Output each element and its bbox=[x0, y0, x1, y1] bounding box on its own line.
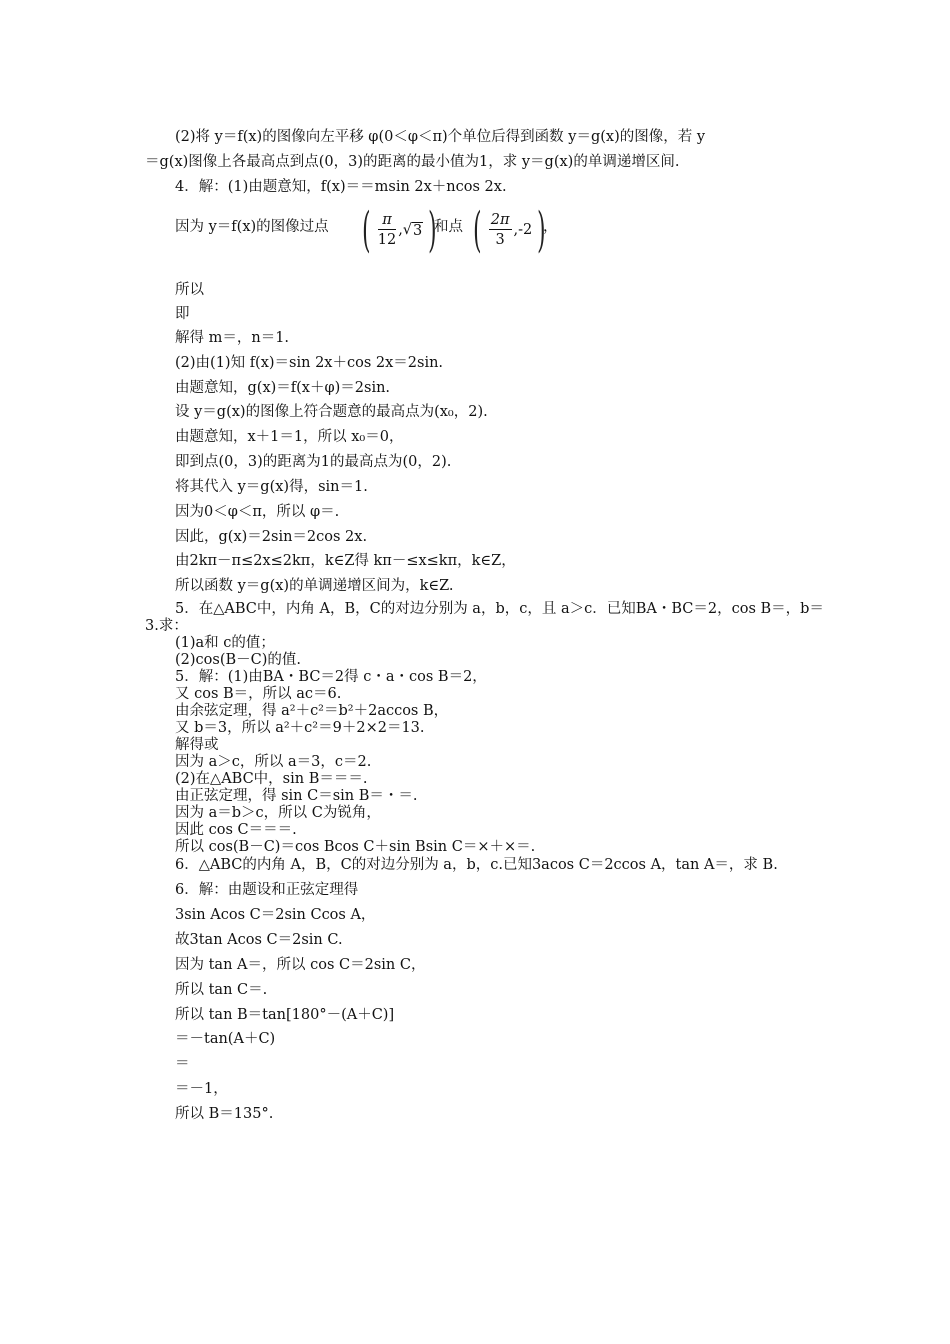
text-line: 因为 a＞c，所以 a＝3，c＝2. bbox=[175, 754, 372, 770]
text-line: 由余弦定理，得 a²＋c²＝b²＋2accos B， bbox=[175, 703, 449, 719]
text-line: (2)在△ABC中，sin B＝＝＝. bbox=[175, 771, 368, 787]
text-line: 设 y＝g(x)的图像上符合题意的最高点为(x₀，2). bbox=[175, 404, 488, 420]
text-line: 故3tan Acos C＝2sin C. bbox=[175, 932, 343, 948]
text-line: 又 b＝3，所以 a²＋c²＝9＋2×2＝13. bbox=[175, 720, 425, 736]
text-line: 解得 m＝，n＝1. bbox=[175, 330, 290, 346]
point-2: ( $\frac{2\pi}{3}$ ,-2 ) bbox=[473, 202, 546, 258]
sqrt-symbol: √ 3 bbox=[402, 221, 423, 239]
text-line: 即 bbox=[175, 306, 190, 322]
text-line: ＝－1， bbox=[175, 1081, 228, 1097]
text-line: 6．△ABC的内角 A，B，C的对边分别为 a，b，c.已知3acos C＝2ccos A，tan A＝，求 B. bbox=[175, 857, 778, 873]
text-line: 所以 B＝135°. bbox=[175, 1106, 274, 1122]
text-line: 因为0＜φ＜π，所以 φ＝. bbox=[175, 504, 340, 520]
text-line: 由2kπ－π≤2x≤2kπ，k∈Z得 kπ－≤x≤kπ，k∈Z， bbox=[175, 553, 516, 569]
text-line: 所以 bbox=[175, 282, 204, 298]
text-line: ＝－tan(A＋C) bbox=[175, 1031, 276, 1047]
text-line: (2)由(1)知 f(x)＝sin 2x＋cos 2x＝2sin. bbox=[175, 355, 444, 371]
text-line: 由正弦定理，得 sin C＝sin B＝・＝. bbox=[175, 788, 418, 804]
text-line: 所以 tan C＝. bbox=[175, 982, 268, 998]
text-line: 又 cos B＝，所以 ac＝6. bbox=[175, 686, 342, 702]
text-line: 由题意知，g(x)＝f(x＋φ)＝2sin. bbox=[175, 380, 391, 396]
text-line: 所以 cos(B－C)＝cos Bcos C＋sin Bsin C＝×＋×＝. bbox=[175, 839, 536, 855]
text-line: 3sin Acos C＝2sin Ccos A， bbox=[175, 907, 376, 923]
text-line: 5．在△ABC中，内角 A，B，C的对边分别为 a，b，c，且 a＞c．已知BA・BC＝2，cos B＝，b＝ bbox=[175, 601, 824, 617]
point-2-fraction: $\frac{2\pi}{3}$ bbox=[490, 211, 510, 248]
text-line: 由题意知，x＋1＝1，所以 x₀＝0， bbox=[175, 429, 404, 445]
text-line: 因此，g(x)＝2sin＝2cos 2x. bbox=[175, 529, 368, 545]
text-line: 因此 cos C＝＝＝. bbox=[175, 822, 297, 838]
point-1-fraction: $\frac{\pi}{12}$ bbox=[377, 211, 397, 248]
text-line: (2)将 y＝f(x)的图像向左平移 φ(0＜φ＜π)个单位后得到函数 y＝g(x)的图像，若 y bbox=[175, 129, 706, 145]
text-line: 因为 a＝b＞c，所以 C为锐角， bbox=[175, 805, 381, 821]
formula-suffix: ， bbox=[543, 219, 558, 235]
text-line: (2)cos(B－C)的值. bbox=[175, 652, 302, 668]
text-line: 所以函数 y＝g(x)的单调递增区间为，k∈Z. bbox=[175, 578, 454, 594]
text-line: 将其代入 y＝g(x)得，sin＝1. bbox=[175, 479, 368, 495]
formula-prefix: 因为 y＝f(x)的图像过点 bbox=[175, 219, 329, 235]
text-line: 6．解：由题设和正弦定理得 bbox=[175, 882, 359, 898]
text-line: 所以 tan B＝tan[180°－(A＋C)] bbox=[175, 1007, 395, 1023]
text-line: 解得或 bbox=[175, 737, 219, 753]
text-line: 即到点(0，3)的距离为1的最高点为(0，2). bbox=[175, 454, 452, 470]
text-line: 5．解：(1)由BA・BC＝2得 c・a・cos B＝2， bbox=[175, 669, 487, 685]
text-line: ＝g(x)图像上各最高点到点(0，3)的距离的最小值为1，求 y＝g(x)的单调递增区间. bbox=[145, 154, 680, 170]
text-line: 因为 tan A＝，所以 cos C＝2sin C， bbox=[175, 957, 426, 973]
text-line: 3.求： bbox=[145, 618, 188, 634]
point-1: ( $\frac{\pi}{12}$ , √ 3 ) bbox=[362, 202, 437, 258]
text-line: ＝ bbox=[175, 1056, 190, 1072]
text-line: (1)a和 c的值； bbox=[175, 635, 275, 651]
text-line: 4．解：(1)由题意知，f(x)＝＝msin 2x＋ncos 2x. bbox=[175, 179, 507, 195]
formula-middle: 和点 bbox=[434, 219, 463, 235]
